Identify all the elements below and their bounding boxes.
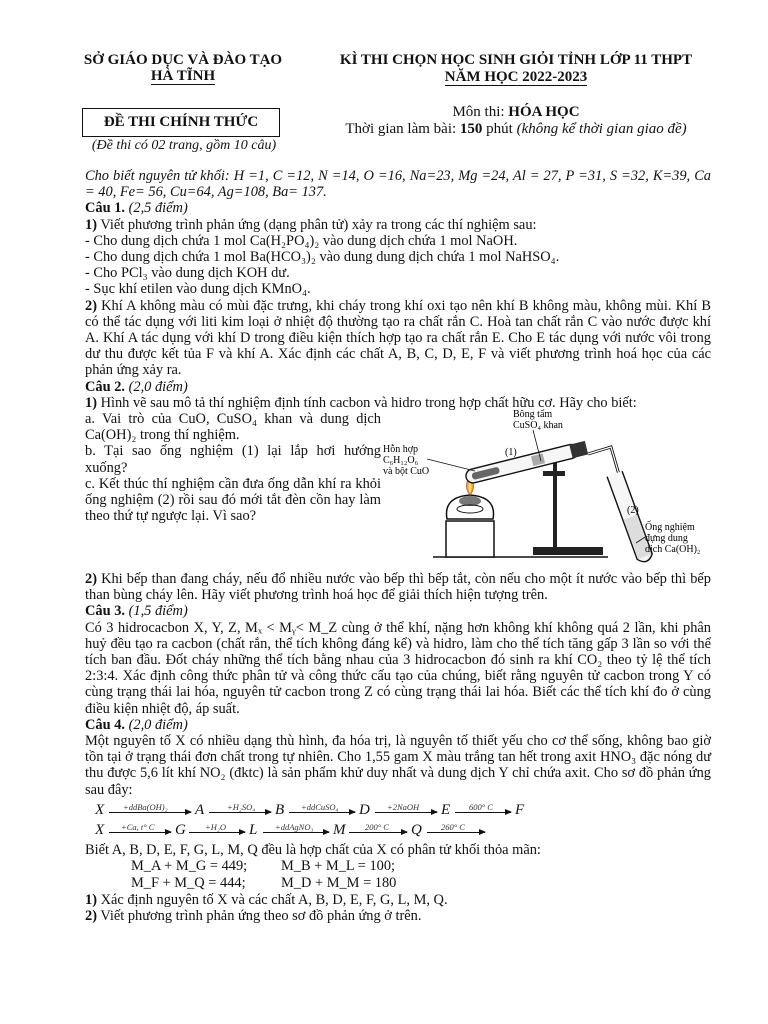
- subject-label: Môn thi:: [452, 104, 509, 120]
- mass-equation: M_D + M_M = 180: [281, 875, 397, 892]
- scheme2-species: G: [175, 821, 186, 838]
- part-number: 1): [85, 892, 97, 909]
- scheme1-species: A: [195, 801, 205, 818]
- time-value: 150: [459, 121, 483, 137]
- scheme1-species: D: [359, 801, 370, 818]
- question-4-points: (2,0 điểm): [128, 716, 188, 733]
- scheme2-condition: +ddAgNO₃: [275, 821, 314, 832]
- label-mix-pointer: [427, 459, 475, 471]
- reaction-scheme: [85, 798, 711, 842]
- part-number: 1): [85, 394, 97, 411]
- scheme2-species: L: [249, 821, 258, 838]
- question-3-text: Có 3 hidrocacbon X, Y, Z, Mₓ < Mᵧ< M_Z cùng ở thể khí, nặng hơn không khí không quá 2 lần, khi phân huỷ đều tạo ra cacbon (chất rắn, thể tích không đáng kể) và hidro, làm cho thể tích tăng gấp 3 lần so với thể tích ban đầu. Đốt cháy những thể tích bằng nhau của 3 hidrocacbon đó sinh ra khí CO₂ theo tỷ lệ thể tích 2:3:4. Xác định công thức phân tử và công thức cấu tạo của chúng, biết rằng nguyên tử cacbon trong Y có cùng trạng thái lai hóa, nguyên tử cacbon trong Z có cùng trạng thái lai hóa. Biết các thể tích khí đo ở cùng điều kiện nhiệt độ, áp suất.: [85, 619, 711, 717]
- lamp-stand-box: [446, 521, 494, 557]
- exam-header: [316, 52, 716, 86]
- list-item: - Cho dung dịch chứa 1 mol Ca(H₂PO₄)₂ vào dung dịch chứa 1 mol NaOH.: [85, 232, 518, 249]
- official-exam-box: ĐỀ THI CHÍNH THỨC: [82, 108, 280, 137]
- question-3-points: (1,5 điểm): [128, 603, 188, 620]
- official-exam-note: (Đề thi có 02 trang, gồm 10 câu): [91, 138, 277, 153]
- list-item: - Sục khí etilen vào dung dịch KMnO₄.: [85, 281, 311, 298]
- experiment-diagram: [383, 409, 713, 571]
- part-number: 2): [85, 571, 97, 588]
- question-1-points: (2,5 điểm): [128, 200, 188, 217]
- question-4-relation: Biết A, B, D, E, F, G, L, M, Q đều là hợp chất của X có phân tử khối thỏa mãn:: [85, 841, 541, 858]
- scheme1-condition: +2NaOH: [387, 801, 420, 812]
- question-4-title: Câu 4.: [85, 716, 125, 733]
- time-line: [316, 120, 716, 138]
- time-label: Thời gian làm bài:: [345, 121, 460, 137]
- label-tube-1: (1): [505, 447, 517, 459]
- subquestion-b: b. Tại sao ống nghiệm (1) lại lắp hơi hướng xuống?: [85, 443, 381, 476]
- question-4-heading: [85, 717, 711, 733]
- label-mix-3: và bột CuO: [383, 466, 430, 478]
- label-mix-2: C₆H₁₂O₆: [383, 455, 419, 467]
- scheme1-condition: +ddBa(OH)₂: [123, 801, 168, 812]
- scheme1-species: B: [275, 801, 285, 818]
- label-cotton-2: CuSO₄ khan: [513, 420, 563, 432]
- part-number: 2): [85, 297, 97, 314]
- test-tube-1: [464, 441, 588, 485]
- question-3-title: Câu 3.: [85, 603, 125, 620]
- stand-base: [533, 547, 603, 555]
- question-4-part-2: [85, 908, 711, 924]
- part-text: Viết phương trình phản ứng (dạng phân tử) xảy ra trong các thí nghiệm sau:: [97, 216, 537, 233]
- question-2-heading: [85, 379, 711, 395]
- part-number: 2): [85, 908, 97, 925]
- question-2-points: (2,0 điểm): [128, 378, 188, 395]
- label-mix-1: Hỗn hợp: [383, 444, 419, 456]
- label-cotton-1: Bông tẩm: [513, 409, 553, 421]
- question-2-figure-block: [85, 411, 711, 571]
- question-2-title: Câu 2.: [85, 378, 125, 395]
- question-4-text: Một nguyên tố X có nhiều dạng thù hình, đa hóa trị, là nguyên tố thiết yếu cho cơ thể sống, không bao giờ tồn tại ở trạng thái đơn chất trong tự nhiên. Cho 1,55 gam X màu trắng tan hết trong axit HNO₃ đặc nóng dư thu được 5,6 lít khí NO₂ (đktc) là sản phẩm khử duy nhất và dung dịch Y chỉ chứa axit. Cho sơ đồ phản ứng sau đây:: [85, 733, 711, 798]
- question-1-part-2: [85, 298, 711, 379]
- exam-body: [85, 168, 711, 925]
- label-testtube-3: dịch Ca(OH)₂: [645, 544, 701, 556]
- time-unit: phút: [482, 121, 517, 137]
- department-line-1: SỞ GIÁO DỤC VÀ ĐÀO TẠO: [83, 52, 283, 68]
- scheme1-species: X: [95, 801, 105, 818]
- stand-rod: [553, 457, 557, 549]
- part-text: Viết phương trình phản ứng theo sơ đồ phản ứng ở trên.: [97, 908, 422, 925]
- exam-title-line-2: NĂM HỌC 2022-2023: [444, 69, 588, 85]
- exam-title-line-1: KÌ THI CHỌN HỌC SINH GIỎI TỈNH LỚP 11 THPT: [339, 52, 693, 68]
- scheme2-condition: 260° C: [441, 821, 465, 832]
- part-text: Khi bếp than đang cháy, nếu đổ nhiều nước vào bếp thì bếp tắt, còn nếu cho một ít nước vào bếp thì bếp than bùng cháy lên. Hãy viết phương trình hoá học để giải thích hiện tượng trên.: [85, 571, 711, 604]
- question-1-part-1: [85, 217, 711, 233]
- subquestion-a: a. Vai trò của CuO, CuSO₄ khan và dung dịch Ca(OH)₂ trong thí nghiệm.: [85, 411, 381, 444]
- scheme1-species: F: [515, 801, 525, 818]
- scheme1-condition: 600° C: [469, 801, 493, 812]
- label-tube-2: (2): [627, 505, 639, 517]
- atomic-masses: Cho biết nguyên tử khối: H =1, C =12, N =14, O =16, Na=23, Mg =24, Al = 27, P =31, S =32, K=39, Ca = 40, Fe= 56, Cu=64, Ag=108, Ba= 137.: [85, 168, 711, 201]
- subject-line: [316, 103, 716, 121]
- scheme2-species: X: [95, 821, 105, 838]
- list-item: - Cho PCl₃ vào dung dịch KOH dư.: [85, 265, 290, 282]
- scheme2-condition: +Ca, t° C: [121, 821, 155, 832]
- molar-mass-relations: [85, 858, 711, 892]
- part-text: Khí A không màu có mùi đặc trưng, khi cháy trong khí oxi tạo nên khí B không màu, không mùi. Khí B có thể tác dụng với liti kim loại ở nhiệt độ thường tạo ra chất rắn C. Hoà tan chất rắn C vào nước được khí A. Khí A tác dụng với khí D trong điều kiện thích hợp tạo ra chất rắn E. Cho E tác dụng với nước vôi trong dư thu được kết tủa F và khí A. Xác định các chất A, B, C, D, E, F và viết phương trình hoá học của các phản ứng xảy ra.: [85, 297, 711, 379]
- scheme2-condition: +H₂O: [205, 821, 226, 832]
- list-item: - Cho dung dịch chứa 1 mol Ba(HCO₃)₂ vào dung dung dịch chứa 1 mol NaHSO₄.: [85, 249, 560, 266]
- scheme1-condition: +ddCuSO₄: [301, 801, 339, 812]
- subquestion-c: c. Kết thúc thí nghiệm cần đưa ống dẫn khí ra khỏi ống nghiệm (2) rồi sau đó mới tắt đèn cồn hay làm theo thứ tự ngược lại. Vì sao?: [85, 475, 381, 525]
- label-testtube-2: đựng dung: [645, 533, 688, 545]
- scheme1-condition: +H₂SO₄: [227, 801, 256, 812]
- scheme2-species: M: [333, 821, 346, 838]
- subject-name: HÓA HỌC: [508, 104, 580, 120]
- mass-equation: M_B + M_L = 100;: [281, 858, 396, 875]
- part-text: Xác định nguyên tố X và các chất A, B, D, E, F, G, L, M, Q.: [97, 892, 448, 909]
- question-1-heading: [85, 200, 711, 216]
- scheme2-species: Q: [411, 821, 422, 838]
- question-3-heading: [85, 603, 711, 619]
- time-note: (không kể thời gian giao đề): [516, 121, 687, 137]
- department-line-2: HÀ TĨNH: [150, 68, 216, 84]
- label-testtube-1: Ống nghiệm: [645, 522, 695, 534]
- scheme2-condition: 200° C: [365, 821, 389, 832]
- mass-equation: M_F + M_Q = 444;: [131, 875, 246, 892]
- part-text: Hình vẽ sau mô tả thí nghiệm định tính cacbon và hidro trong hợp chất hữu cơ. Hãy cho biết:: [97, 394, 637, 411]
- mass-equation: M_A + M_G = 449;: [131, 858, 248, 875]
- stand-clamp: [543, 471, 565, 476]
- scheme1-species: E: [441, 801, 451, 818]
- question-2-part-2: [85, 571, 711, 603]
- part-number: 1): [85, 216, 97, 233]
- question-2-subquestions: [85, 411, 381, 524]
- question-1-title: Câu 1.: [85, 200, 125, 217]
- question-4-part-1: [85, 892, 711, 908]
- department-header: [72, 52, 294, 85]
